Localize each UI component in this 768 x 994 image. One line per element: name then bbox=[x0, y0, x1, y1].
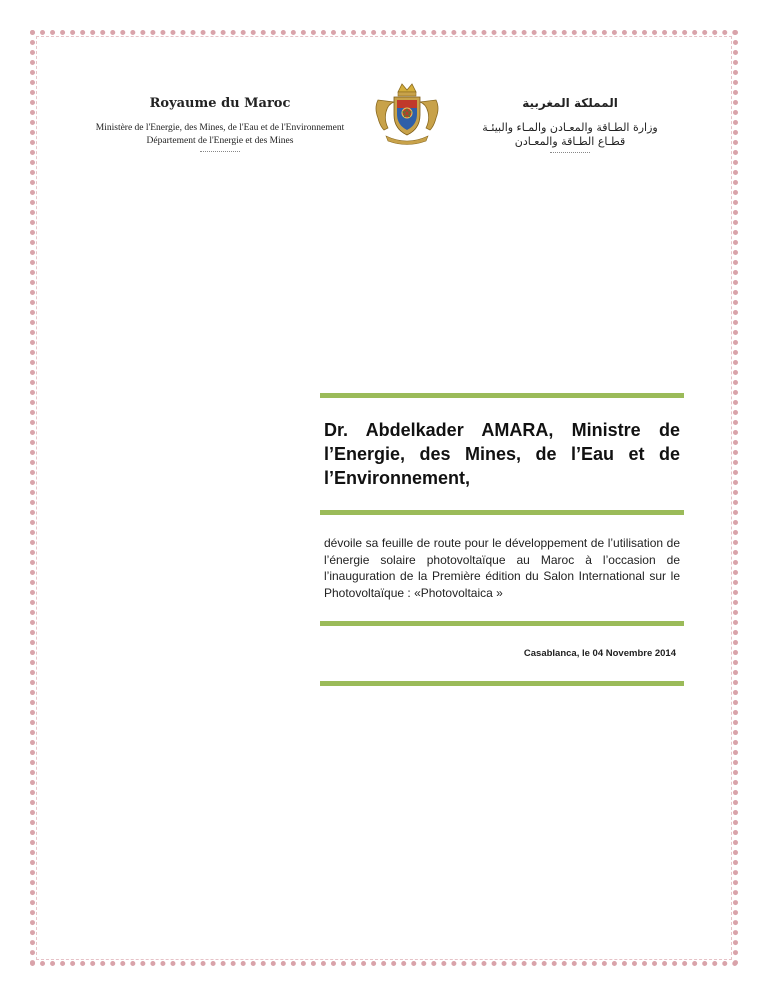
kingdom-name-fr: Royaume du Maroc bbox=[149, 96, 291, 111]
coat-of-arms-icon bbox=[372, 80, 442, 146]
header-left-separator bbox=[200, 151, 240, 152]
description-rule bbox=[320, 621, 684, 626]
press-title: Dr. Abdelkader AMARA, Ministre de l’Energie, des Mines, de l’Eau et de l’Environnement, bbox=[324, 420, 680, 488]
title-rule bbox=[320, 510, 684, 515]
header-right-separator bbox=[550, 152, 590, 153]
page-border-inner bbox=[36, 36, 732, 960]
top-rule bbox=[320, 393, 684, 398]
department-name-ar: قطـاع الطـاقة والمعـادن bbox=[514, 135, 626, 148]
ministry-name-fr: Ministère de l'Energie, des Mines, de l'Eau et de l'Environnement bbox=[95, 123, 345, 133]
department-name-fr: Département de l'Energie et des Mines bbox=[146, 136, 294, 146]
kingdom-name-ar: المملكة المغربية bbox=[522, 96, 618, 110]
header-left bbox=[70, 96, 370, 152]
ministry-name-ar: وزارة الطـاقة والمعـادن والمـاء والبيئـة bbox=[482, 121, 658, 134]
press-description: dévoile sa feuille de route pour le développement de l’utilisation de l’énergie solaire photovoltaïque au Maroc à l’occasion de l’inauguration de la Première édition du Salon International sur le Photovoltaïque : «Photovoltaica » bbox=[324, 536, 680, 600]
header-right bbox=[440, 96, 700, 153]
bottom-rule bbox=[320, 681, 684, 686]
press-date: Casablanca, le 04 Novembre 2014 bbox=[523, 648, 676, 659]
